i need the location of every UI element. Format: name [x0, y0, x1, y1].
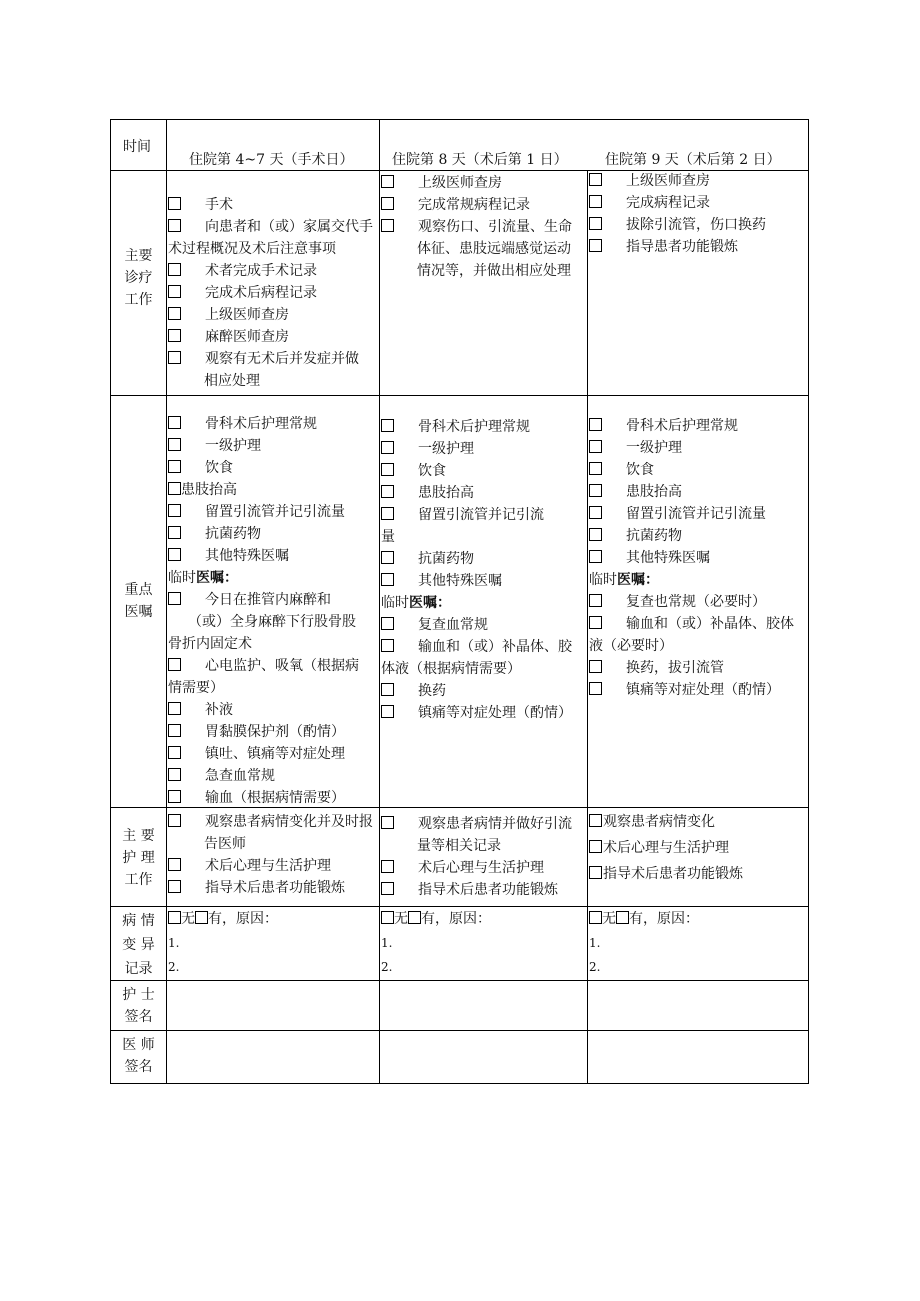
checkbox[interactable] — [589, 462, 602, 475]
checkbox[interactable] — [589, 840, 602, 853]
checklist-item[interactable]: 留置引流管并记引流量 — [168, 501, 379, 523]
checkbox[interactable] — [589, 550, 602, 563]
checkbox[interactable] — [589, 217, 602, 230]
orders-row-label: 重点 医嘱 — [124, 582, 153, 620]
checkbox[interactable] — [381, 639, 394, 652]
checkbox[interactable] — [168, 307, 181, 320]
nursing-col1: 观察患者病情变化并及时报 告医师 术后心理与生活护理 指导术后患者功能锻炼 — [168, 811, 379, 899]
checkbox[interactable] — [381, 860, 394, 873]
checkbox[interactable] — [381, 507, 394, 520]
temporary-orders-heading: 临时医嘱： — [168, 570, 238, 586]
variance-choice[interactable]: 无 有，原因： — [168, 907, 379, 931]
variance-row-label: 病 情 变 异 记录 — [122, 913, 155, 977]
temporary-orders-heading: 临时医嘱： — [589, 572, 659, 588]
checkbox[interactable] — [168, 724, 181, 737]
checklist-item[interactable]: 骨科术后护理常规 — [381, 416, 587, 438]
row-divider-2 — [110, 395, 809, 396]
checklist-item[interactable]: 术后心理与生活护理 — [168, 855, 379, 877]
checkbox[interactable] — [168, 263, 181, 276]
checklist-item[interactable]: 患肢抬高 — [381, 482, 587, 504]
column-header-postop-day1: 住院第 8 天（术后第 1 日） — [392, 152, 568, 168]
checkbox[interactable] — [589, 528, 602, 541]
checklist-item[interactable]: 复查血常规 — [381, 614, 587, 636]
has-variance-checkbox[interactable] — [408, 911, 421, 924]
clinical-pathway-table — [110, 119, 809, 1084]
doctor-signature-label: 医 师 签名 — [122, 1037, 155, 1075]
checkbox[interactable] — [381, 882, 394, 895]
checklist-item[interactable]: 上级医师查房 — [168, 304, 379, 326]
diagnosis-row-label: 主要 诊疗 工作 — [124, 248, 153, 308]
checklist-item[interactable]: 镇痛等对症处理（酌情） — [381, 702, 587, 724]
checkbox[interactable] — [168, 592, 181, 605]
checkbox[interactable] — [381, 573, 394, 586]
checklist-item[interactable]: 术后心理与生活护理 — [589, 835, 808, 861]
doctor-signature-col1[interactable] — [167, 1031, 379, 1083]
checkbox[interactable] — [589, 682, 602, 695]
checklist-item[interactable]: 输血和（或）补晶体、胶体 — [589, 613, 808, 635]
checkbox[interactable] — [589, 594, 602, 607]
checklist-item[interactable]: 复查也常规（必要时） — [589, 591, 808, 613]
checkbox[interactable] — [381, 683, 394, 696]
checklist-item[interactable]: 补液 — [168, 699, 379, 721]
checkbox[interactable] — [168, 416, 181, 429]
checklist-item[interactable]: 抗菌药物 — [168, 523, 379, 545]
checkbox[interactable] — [168, 460, 181, 473]
checklist-item[interactable]: 完成病程记录 — [589, 192, 808, 214]
checkbox[interactable] — [168, 768, 181, 781]
checkbox[interactable] — [589, 239, 602, 252]
checkbox[interactable] — [381, 175, 394, 188]
checkbox[interactable] — [589, 440, 602, 453]
variance-choice[interactable]: 无 有，原因： — [589, 907, 808, 931]
orders-col2: 骨科术后护理常规 一级护理 饮食 患肢抬高 留置引流管并记引流 量 抗菌药物 其他特殊医嘱 临时医嘱： 复查血常规 输血和（或）补晶体、胶 体液（根据病情需要） 换药 镇痛等对症处理（酌情） — [381, 416, 587, 724]
nurse-signature-col2[interactable] — [380, 981, 587, 1030]
checkbox[interactable] — [168, 285, 181, 298]
checklist-item[interactable]: 指导术后患者功能锻炼 — [168, 877, 379, 899]
checklist-item[interactable]: 其他特殊医嘱 — [381, 570, 587, 592]
checklist-item[interactable]: 术后心理与生活护理 — [381, 857, 587, 879]
checklist-item[interactable]: 留置引流管并记引流 — [381, 504, 587, 526]
checklist-item[interactable]: 输血（根据病情需要） — [168, 787, 379, 809]
column-divider-1 — [166, 119, 167, 1084]
checklist-item[interactable]: 输血和（或）补晶体、胶 — [381, 636, 587, 658]
checklist-item[interactable]: 今日在推管内麻醉和 — [168, 589, 379, 611]
checkbox[interactable] — [168, 482, 181, 495]
checkbox[interactable] — [589, 814, 602, 827]
checkbox[interactable] — [589, 506, 602, 519]
checkbox[interactable] — [168, 329, 181, 342]
column-header-postop-day2: 住院第 9 天（术后第 2 日） — [605, 152, 781, 168]
checklist-item[interactable]: 观察伤口、引流量、生命 — [381, 216, 587, 238]
checkbox[interactable] — [589, 660, 602, 673]
no-variance-checkbox[interactable] — [381, 911, 394, 924]
checkbox[interactable] — [168, 438, 181, 451]
checklist-item[interactable]: 其他特殊医嘱 — [589, 547, 808, 569]
checkbox[interactable] — [168, 526, 181, 539]
checklist-item[interactable]: 换药 — [381, 680, 587, 702]
checkbox[interactable] — [381, 219, 394, 232]
checklist-item[interactable]: 指导术后患者功能锻炼 — [589, 861, 808, 887]
column-header-surgery-day: 住院第 4~7 天（手术日） — [189, 152, 354, 168]
checklist-item[interactable]: 抗菌药物 — [381, 548, 587, 570]
checkbox[interactable] — [168, 880, 181, 893]
checklist-item[interactable]: 患肢抬高 — [589, 481, 808, 503]
checkbox[interactable] — [168, 746, 181, 759]
orders-col3: 骨科术后护理常规 一级护理 饮食 患肢抬高 留置引流管并记引流量 抗菌药物 其他特殊医嘱 临时医嘱： 复查也常规（必要时） 输血和（或）补晶体、胶体 液（必要时） 换药，拔引流管 镇痛等对症处理（酌情） — [589, 415, 808, 701]
checklist-item[interactable]: 观察患者病情并做好引流 — [381, 813, 587, 835]
checklist-item[interactable]: 饮食 — [168, 457, 379, 479]
checklist-item[interactable]: 骨科术后护理常规 — [168, 413, 379, 435]
diagnosis-col2: 上级医师查房 完成常规病程记录 观察伤口、引流量、生命 体征、患肢远端感觉运动 情况等，并做出相应处理 — [381, 172, 587, 282]
checklist-item[interactable]: 抗菌药物 — [589, 525, 808, 547]
has-variance-checkbox[interactable] — [616, 911, 629, 924]
checkbox[interactable] — [168, 790, 181, 803]
checklist-item[interactable]: 心电监护、吸氧（根据病 — [168, 655, 379, 677]
checkbox[interactable] — [381, 551, 394, 564]
checklist-item[interactable]: 急查血常规 — [168, 765, 379, 787]
nurse-signature-col1[interactable] — [167, 981, 379, 1030]
orders-col1: 骨科术后护理常规 一级护理 饮食 患肢抬高 留置引流管并记引流量 抗菌药物 其他特殊医嘱 临时医嘱： 今日在推管内麻醉和 （或）全身麻醉下行股骨股 骨折内固定术 心电监护、吸氧（根据病 情需要） 补液 胃黏膜保护剂（酌情） 镇吐、镇痛等对症处理 急查血常规 输血（根据病情需要） — [168, 413, 379, 809]
checklist-item[interactable]: 换药，拔引流管 — [589, 657, 808, 679]
checklist-item[interactable]: 上级医师查房 — [589, 170, 808, 192]
nursing-col2: 观察患者病情并做好引流 量等相关记录 术后心理与生活护理 指导术后患者功能锻炼 — [381, 813, 587, 901]
column-divider-2 — [379, 119, 380, 1084]
checkbox[interactable] — [589, 484, 602, 497]
checkbox[interactable] — [168, 351, 181, 364]
checklist-item[interactable]: 一级护理 — [381, 438, 587, 460]
checklist-item[interactable]: 观察患者病情变化并及时报 — [168, 811, 379, 833]
checklist-item[interactable]: 向患者和（或）家属交代手 — [168, 216, 379, 238]
checklist-item[interactable]: 完成术后病程记录 — [168, 282, 379, 304]
checklist-item[interactable]: 镇痛等对症处理（酌情） — [589, 679, 808, 701]
checklist-item[interactable]: 拔除引流管，伤口换药 — [589, 214, 808, 236]
nurse-signature-col3[interactable] — [588, 981, 808, 1030]
checkbox[interactable] — [589, 418, 602, 431]
checklist-item[interactable]: 术者完成手术记录 — [168, 260, 379, 282]
no-variance-checkbox[interactable] — [589, 911, 602, 924]
doctor-signature-col2[interactable] — [380, 1031, 587, 1083]
checkbox[interactable] — [381, 705, 394, 718]
checkbox[interactable] — [168, 219, 181, 232]
checkbox[interactable] — [168, 197, 181, 210]
checkbox[interactable] — [589, 866, 602, 879]
diagnosis-col3 — [589, 170, 808, 258]
checkbox[interactable] — [381, 816, 394, 829]
no-variance-checkbox[interactable] — [168, 911, 181, 924]
checkbox[interactable] — [168, 658, 181, 671]
checklist-item[interactable]: 一级护理 — [168, 435, 379, 457]
checkbox[interactable] — [168, 548, 181, 561]
checklist-item[interactable]: 完成常规病程记录 — [381, 194, 587, 216]
variance-choice[interactable]: 无 有，原因： — [381, 907, 587, 931]
checkbox[interactable] — [381, 441, 394, 454]
temporary-orders-heading: 临时医嘱： — [381, 595, 451, 611]
checklist-item[interactable]: 饮食 — [589, 459, 808, 481]
checkbox[interactable] — [168, 858, 181, 871]
checkbox[interactable] — [381, 485, 394, 498]
checklist-item[interactable]: 留置引流管并记引流量 — [589, 503, 808, 525]
table-border-right — [808, 119, 809, 1084]
checklist-item[interactable]: 一级护理 — [589, 437, 808, 459]
checklist-item[interactable]: 麻醉医师查房 — [168, 326, 379, 348]
table-border-top — [110, 119, 809, 120]
checkbox[interactable] — [589, 616, 602, 629]
column-divider-3 — [587, 170, 588, 1084]
checkbox[interactable] — [589, 195, 602, 208]
checklist-item[interactable]: 手术 — [168, 194, 379, 216]
variance-col3: 无 有，原因： 1. 2. — [589, 907, 808, 979]
variance-col2: 无 有，原因： 1. 2. — [381, 907, 587, 979]
table-border-bottom — [110, 1083, 809, 1084]
checklist-item[interactable]: 饮食 — [381, 460, 587, 482]
checkbox[interactable] — [589, 173, 602, 186]
checkbox[interactable] — [168, 702, 181, 715]
diagnosis-col1: 手术 向患者和（或）家属交代手 术过程概况及术后注意事项 术者完成手术记录 完成术后病程记录 上级医师查房 麻醉医师查房 观察有无术后并发症并做 相应处理 — [168, 194, 379, 392]
checklist-item[interactable]: 镇吐、镇痛等对症处理 — [168, 743, 379, 765]
nursing-col3 — [589, 809, 808, 887]
checklist-item[interactable]: 指导术后患者功能锻炼 — [381, 879, 587, 901]
checklist-item[interactable]: 胃黏膜保护剂（酌情） — [168, 721, 379, 743]
has-variance-checkbox[interactable] — [195, 911, 208, 924]
nurse-signature-label: 护 士 签名 — [122, 987, 155, 1025]
checkbox[interactable] — [168, 814, 181, 827]
checklist-item[interactable]: 指导患者功能锻炼 — [589, 236, 808, 258]
variance-col1: 无 有，原因： 1. 2. — [168, 907, 379, 979]
checklist-item[interactable]: 上级医师查房 — [381, 172, 587, 194]
doctor-signature-col3[interactable] — [588, 1031, 808, 1083]
checklist-item[interactable]: 观察有无术后并发症并做 — [168, 348, 379, 370]
checkbox[interactable] — [381, 197, 394, 210]
time-row-label: 时间 — [123, 139, 151, 155]
checklist-item[interactable]: 骨科术后护理常规 — [589, 415, 808, 437]
checklist-item[interactable]: 观察患者病情变化 — [589, 809, 808, 835]
checkbox[interactable] — [168, 504, 181, 517]
checkbox[interactable] — [381, 617, 394, 630]
checklist-item[interactable]: 其他特殊医嘱 — [168, 545, 379, 567]
checklist-item[interactable]: 患肢抬高 — [168, 479, 379, 501]
nursing-row-label: 主 要 护 理 工作 — [122, 828, 155, 888]
checkbox[interactable] — [381, 463, 394, 476]
checkbox[interactable] — [381, 419, 394, 432]
